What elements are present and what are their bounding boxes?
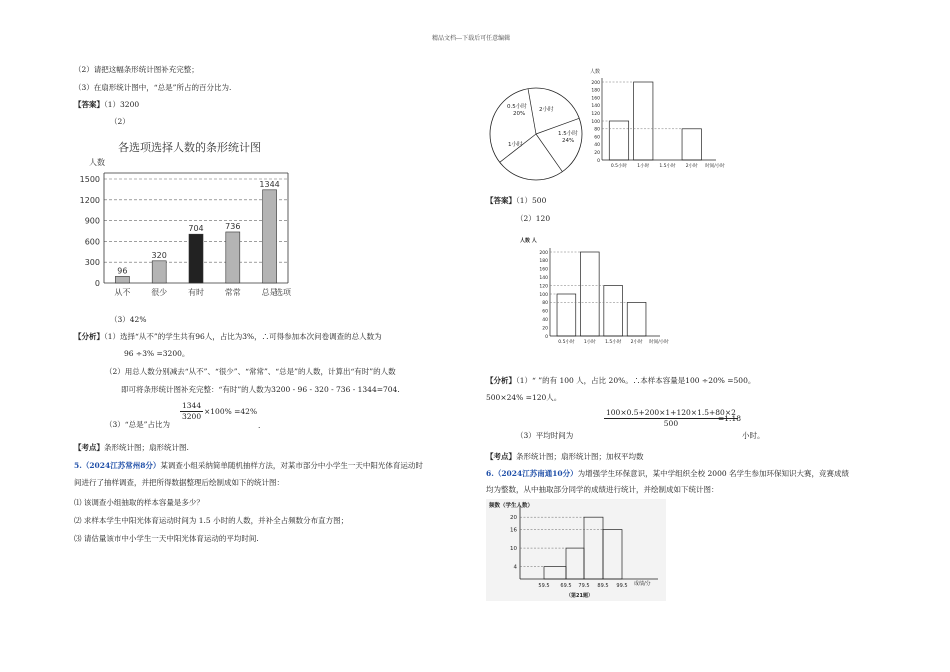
- histogram-scores: [486, 499, 666, 601]
- x-tick-label: 2小时: [630, 340, 643, 345]
- right-answer-label: 【答案】: [486, 196, 516, 205]
- key-points-line: [74, 442, 189, 453]
- chart-title: 各选项选择人数的条形统计图: [118, 141, 261, 154]
- analysis-3-eq: ×100% =42%: [204, 407, 258, 416]
- y-tick-label: 0: [545, 334, 548, 340]
- x-tick-label: 很少: [151, 288, 168, 297]
- y-tick-label: 40: [594, 143, 600, 149]
- analysis-1-eq: 96 ÷3% =3200: [124, 349, 182, 358]
- question-5-line-2: 间进行了抽样调查，并把所得数据整理后绘制成如下的统计图：: [74, 478, 284, 487]
- bar: [115, 276, 129, 283]
- page-header: 精品文档---下载后可任意编辑: [432, 35, 511, 42]
- y-tick-label: 140: [591, 104, 600, 110]
- average-numerator: 100×0.5+200×1+120×1.5+80×2: [606, 408, 736, 417]
- analysis-3-tail: .: [258, 421, 261, 430]
- x-tick-label: 从不: [114, 288, 131, 297]
- analysis-1-equation: [124, 348, 189, 359]
- y-tick-label: 100: [591, 119, 600, 125]
- y-tick-label: 140: [539, 276, 548, 281]
- x-tick-label: 1小时: [637, 164, 650, 169]
- bar: [263, 190, 277, 283]
- right-analysis-1-tail: 。: [747, 376, 756, 385]
- key-points-label: 【考点】: [74, 443, 104, 452]
- y-tick-label: 16: [510, 527, 517, 534]
- average-prefix: （3）平均时间为: [516, 431, 574, 440]
- x-tick-label: 2小时: [685, 164, 698, 169]
- analysis-label: 【分析】: [74, 332, 104, 341]
- x-axis-label: 时间/小时: [649, 340, 669, 345]
- question-2-text: （2）请把这幅条形统计图补充完整；: [74, 65, 199, 74]
- data-label: 96: [117, 266, 128, 276]
- right-answer-2: （2）120: [516, 214, 551, 223]
- right-analysis-2-tail: 人。: [546, 393, 562, 402]
- pie-label-1.5h: 1.5小时: [558, 131, 578, 137]
- x-axis-label: 时间/小时: [705, 164, 725, 169]
- x-tick-label: 有时: [188, 288, 204, 297]
- y-tick-label: 200: [539, 250, 548, 256]
- y-tick-label: 80: [542, 301, 548, 307]
- right-key-points-text: 条形统计图；扇形统计图；加权平均数: [516, 452, 644, 461]
- x-tick-label: 59.5: [538, 583, 550, 589]
- bar: [152, 261, 166, 283]
- pie-chart: [486, 84, 586, 184]
- data-label: 320: [151, 250, 167, 260]
- data-label: 704: [188, 224, 204, 234]
- right-analysis-label: 【分析】: [486, 376, 516, 385]
- bar: [580, 252, 599, 336]
- average-result: =1.18: [718, 414, 741, 423]
- x-tick-label: 0.5小时: [610, 164, 628, 169]
- right-key-points-line: [486, 451, 644, 462]
- y-tick-label: 100: [539, 292, 548, 298]
- key-points-text: 条形统计图；扇形统计图.: [104, 443, 189, 452]
- y-tick-label: 60: [542, 309, 548, 315]
- right-key-points-label: 【考点】: [486, 452, 516, 461]
- y-tick-label: 1200: [79, 195, 100, 205]
- data-label: 1344: [259, 179, 280, 189]
- pie-pct-1.5h: 24%: [562, 138, 575, 144]
- y-tick-label: 20: [510, 515, 517, 522]
- pie-label-2h: 2小时: [539, 107, 554, 113]
- tick-labels: [80, 175, 280, 297]
- question-6-text-1: 为增强学生环保意识，某中学组织全校 2000 名学生参加环保知识大赛，竞赛成绩: [577, 469, 850, 478]
- y-axis-label: 人数: [590, 69, 601, 75]
- question-5-line-1: [74, 460, 423, 471]
- y-axis-label: 人数: [89, 158, 105, 167]
- right-answer-1: （1）500: [516, 196, 547, 205]
- y-tick-label: 160: [591, 96, 600, 102]
- x-tick-label: 1.5小时: [659, 164, 676, 169]
- bar-chart-time-complete: [520, 232, 670, 348]
- bars: [115, 190, 276, 283]
- right-analysis-2-eq: 500×24% =120: [486, 393, 547, 402]
- question-3-text: （3）在扇形统计图中，“总是”所占的百分比为.: [74, 83, 232, 92]
- analysis-1-tail: 。: [181, 349, 190, 358]
- bars: [591, 78, 725, 169]
- y-tick-label: 300: [84, 258, 100, 268]
- fraction-numerator: 1344: [182, 401, 202, 410]
- average-tail: 小时。: [742, 431, 765, 440]
- bar: [226, 232, 240, 283]
- right-analysis-line-1: [486, 375, 755, 386]
- y-tick-label: 10: [510, 546, 517, 553]
- pie-divider: [528, 89, 536, 134]
- bar-chart-time-incomplete: [590, 64, 725, 176]
- pie-label-0.5h: 0.5小时: [507, 104, 527, 110]
- y-axis-label: 人数 人: [520, 238, 537, 244]
- data-label: 736: [225, 221, 241, 231]
- right-analysis-1-eq: 100 ÷20% =500: [685, 376, 748, 385]
- analysis-1: （1）选择“从不”的学生共有96人，占比为3%，∴可得参加本次问卷调查的总人数为: [104, 332, 382, 341]
- y-tick-label: 80: [594, 127, 600, 133]
- right-answer-line-1: [486, 195, 546, 206]
- y-axis-label: 频数（学生人数）: [489, 503, 534, 509]
- x-tick-label: 常常: [224, 288, 241, 297]
- pie-label-1h: 1小时: [508, 142, 523, 148]
- bar: [604, 286, 623, 336]
- answer-label: 【答案】: [74, 100, 104, 109]
- question-5-text-1: 某调查小组采纳简单随机抽样方法，对某市部分中小学生一天中阳光体育运动时: [160, 461, 423, 470]
- y-tick-label: 120: [539, 284, 548, 290]
- x-tick-label: 89.5: [597, 583, 609, 589]
- analysis-2-line-a: （2）用总人数分别减去“从不”、“很少”、“常常”、“总是”的人数，计算出“有时”的人数: [105, 367, 396, 376]
- answer-3: （3）42%: [110, 315, 147, 324]
- x-tick-label: 1.5小时: [605, 340, 622, 345]
- answer-line-1: [74, 99, 139, 110]
- x-tick-label: 总是: [261, 288, 278, 297]
- answer-1: （1）3200: [104, 100, 140, 109]
- bar: [557, 294, 576, 336]
- question-5-sub-3: ⑶ 请估量该市中小学生一天中阳光体育运动的平均时间.: [74, 534, 259, 543]
- bars: [539, 248, 669, 345]
- y-tick-label: 20: [542, 326, 548, 332]
- y-tick-label: 0: [597, 158, 600, 164]
- y-tick-label: 120: [591, 112, 600, 117]
- bar: [189, 234, 203, 283]
- analysis-2-line-b: [121, 384, 400, 395]
- x-tick-label: 99.5: [616, 583, 628, 589]
- pie-divider: [500, 134, 536, 162]
- question-6-source: （2024江苏南通10分）: [493, 469, 578, 478]
- bar: [682, 129, 701, 160]
- question-6-line-1: [486, 468, 849, 479]
- y-tick-label: 0: [94, 279, 100, 288]
- y-tick-label: 4: [513, 564, 517, 571]
- y-tick-label: 900: [84, 216, 100, 226]
- x-axis-label: 成绩/分: [634, 581, 651, 587]
- x-axis-label: 选项: [275, 288, 291, 297]
- analysis-line-1: [74, 331, 382, 342]
- y-tick-label: 40: [542, 318, 548, 323]
- right-analysis-line-2: [486, 392, 561, 403]
- y-tick-label: 600: [84, 237, 100, 247]
- analysis-3-prefix: （3）“总是”占比为: [105, 420, 170, 429]
- fraction-denominator: 3200: [182, 412, 202, 421]
- y-tick-label: 20: [594, 151, 600, 156]
- bar: [609, 121, 628, 160]
- x-tick-label: 1小时: [583, 340, 596, 345]
- y-tick-label: 1500: [79, 175, 100, 184]
- question-5-sub-1: ⑴ 该调查小组抽取的样本容量是多少？: [74, 498, 204, 507]
- x-tick-label: 0.5小时: [558, 340, 575, 345]
- question-6-number: 6.: [486, 469, 494, 478]
- y-tick-label: 160: [539, 267, 548, 273]
- pie-divider: [536, 134, 562, 172]
- y-tick-label: 200: [591, 80, 600, 86]
- analysis-2b-tail: =704.: [376, 385, 400, 394]
- bar: [634, 82, 653, 160]
- fraction-1344-3200: [180, 401, 203, 422]
- analysis-2b-text: 即可将条形统计图补充完整：“有时”的人数为: [121, 385, 272, 394]
- x-tick-label: 79.5: [578, 583, 590, 589]
- average-denominator: 500: [663, 419, 679, 428]
- question-6-line-2: 均为整数，从中抽取部分同学的成绩进行统计，并绘制成如下统计图：: [486, 485, 719, 494]
- question-5-number: 5.: [74, 461, 82, 470]
- y-tick-label: 60: [594, 135, 600, 141]
- right-analysis-1: （1）“ ”的有 100 人，占比 20%。∴本样本容量是: [516, 376, 686, 385]
- x-tick-label: 69.5: [560, 583, 572, 589]
- question-5-source: （2024江苏常州8分）: [81, 461, 161, 470]
- bar-chart-options: [78, 135, 303, 305]
- histogram-caption: （第21题）: [566, 593, 593, 599]
- y-tick-label: 180: [591, 88, 600, 94]
- answer-2: （2）: [110, 117, 130, 126]
- bar: [627, 302, 646, 336]
- question-5-sub-2: ⑵ 求样本学生中阳光体育运动时间为 1.5 小时的人数，并补全占频数分布直方图；: [74, 516, 349, 525]
- analysis-2b-eq: 3200 - 96 - 320 - 736 - 1344: [271, 385, 377, 394]
- y-tick-label: 180: [539, 259, 548, 265]
- pie-pct-0.5h: 20%: [513, 111, 526, 117]
